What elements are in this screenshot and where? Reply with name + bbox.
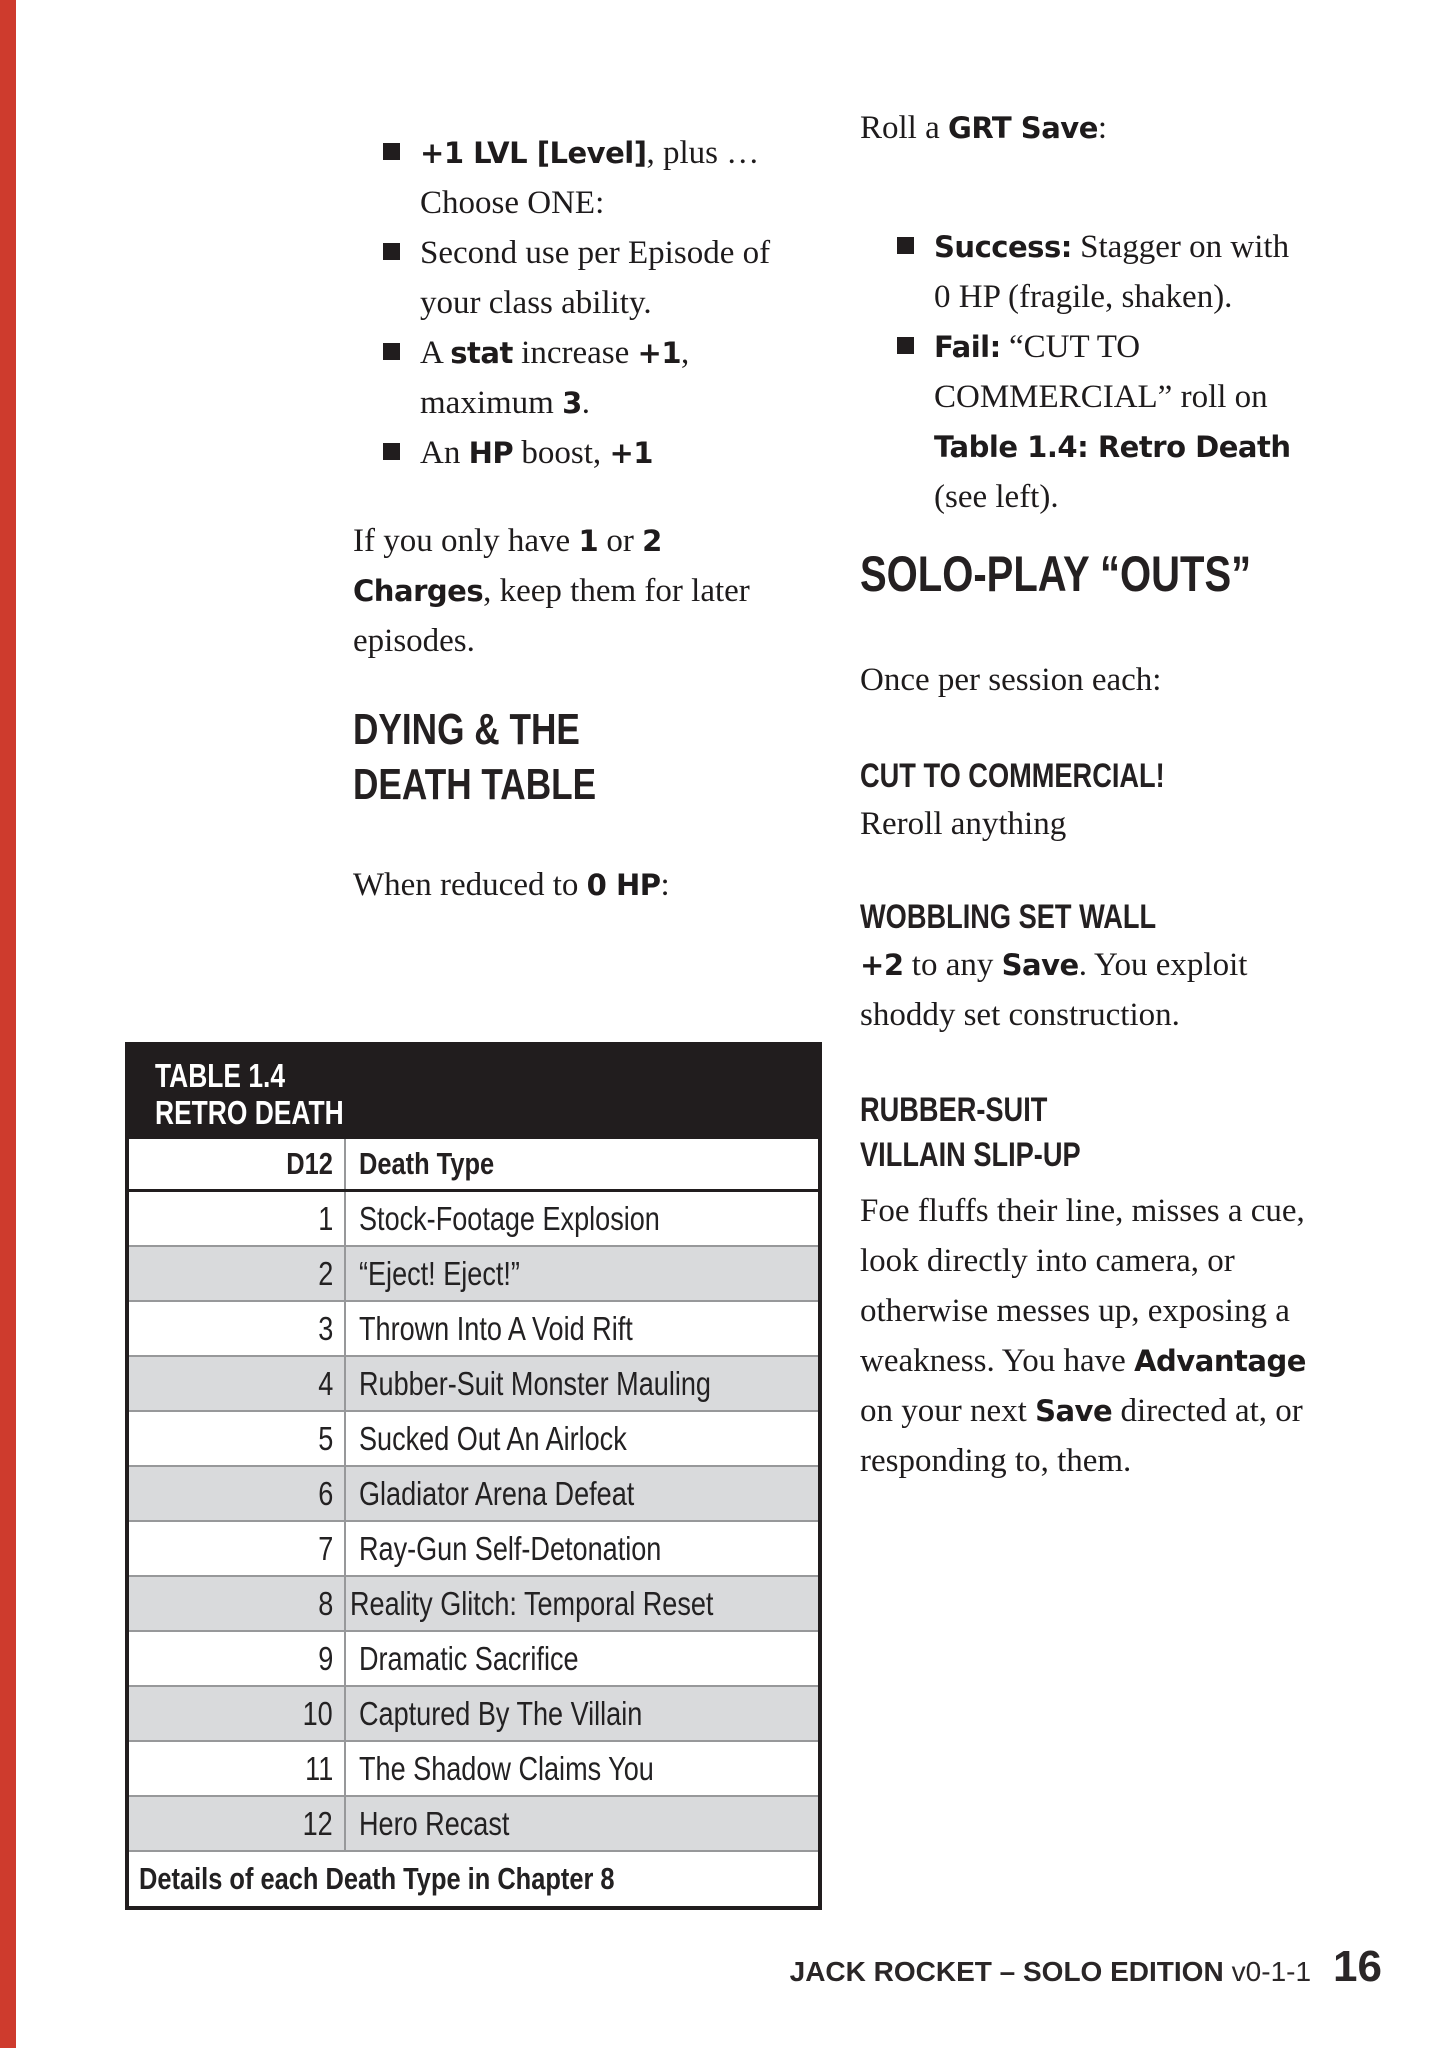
page-number: 16 bbox=[1333, 1942, 1382, 1991]
die-value: 6 bbox=[317, 1474, 333, 1512]
table-row bbox=[129, 1192, 818, 1245]
charges-note-paragraph: If you only have 1 or 2 Charges, keep them for later episodes. bbox=[353, 523, 750, 659]
bullet-text: An HP boost, +1 bbox=[420, 435, 653, 471]
table-row bbox=[129, 1740, 818, 1795]
death-type-value: “Eject! Eject!” bbox=[359, 1254, 520, 1292]
section-heading: WOBBLING SET WALL bbox=[860, 898, 1157, 936]
solo-play-outs-heading: SOLO-PLAY “OUTS” bbox=[860, 546, 1252, 602]
bullet-text: Success: Stagger on with 0 HP (fragile, shaken). bbox=[934, 229, 1290, 315]
bullet-square-icon bbox=[897, 337, 914, 354]
roll-grt-save-line: Roll a GRT Save: bbox=[860, 110, 1108, 146]
list-item bbox=[383, 328, 770, 428]
section-heading: RUBBER-SUIT bbox=[860, 1091, 1048, 1129]
die-value: 11 bbox=[304, 1749, 333, 1787]
die-value: 5 bbox=[317, 1419, 333, 1457]
bullet-text: A stat increase +1, maximum 3. bbox=[420, 335, 690, 421]
list-item bbox=[383, 228, 770, 328]
table-title-bar bbox=[129, 1046, 818, 1139]
page-edge-stripe bbox=[0, 0, 16, 2048]
table-header-row bbox=[129, 1139, 818, 1192]
bullet-text: Second use per Episode of your class ability. bbox=[420, 235, 771, 321]
death-type-value: The Shadow Claims You bbox=[359, 1749, 654, 1787]
death-type-value: Stock-Footage Explosion bbox=[359, 1199, 660, 1237]
level-up-bullet-list bbox=[383, 128, 770, 478]
table-row bbox=[129, 1355, 818, 1410]
dying-death-table-heading bbox=[353, 702, 596, 812]
death-type-value: Gladiator Arena Defeat bbox=[359, 1474, 635, 1512]
die-value: 8 bbox=[317, 1584, 333, 1622]
table-row bbox=[129, 1520, 818, 1575]
death-type-value: Dramatic Sacrifice bbox=[359, 1639, 579, 1677]
table-row bbox=[129, 1465, 818, 1520]
bullet-text: +1 LVL [Level], plus … Choose ONE: bbox=[420, 135, 760, 221]
death-type-value: Rubber-Suit Monster Mauling bbox=[359, 1364, 711, 1402]
bullet-square-icon bbox=[383, 143, 400, 160]
death-type-value: Captured By The Villain bbox=[359, 1694, 643, 1732]
table-number: TABLE 1.4 bbox=[155, 1057, 286, 1094]
once-per-session-line: Once per session each: bbox=[860, 662, 1162, 698]
death-type-value: Thrown Into A Void Rift bbox=[359, 1309, 633, 1347]
bullet-square-icon bbox=[383, 343, 400, 360]
die-value: 10 bbox=[302, 1694, 333, 1732]
die-value: 7 bbox=[317, 1529, 333, 1567]
death-type-value: Reality Glitch: Temporal Reset bbox=[350, 1584, 714, 1622]
retro-death-table bbox=[125, 1042, 822, 1910]
section-wobbling-set-wall bbox=[860, 895, 1247, 1040]
bullet-square-icon bbox=[897, 237, 914, 254]
die-value: 9 bbox=[317, 1639, 333, 1677]
bullet-text: Fail: “CUT TO COMMERCIAL” roll on Table 1.4: Retro Death (see left). bbox=[934, 329, 1291, 515]
table-row bbox=[129, 1630, 818, 1685]
section-body: Foe fluffs their line, misses a cue, look directly into camera, or otherwise messes up, exposing a weakness. You have Advantage on your next Save directed at, or responding to, them. bbox=[860, 1193, 1306, 1479]
section-heading: VILLAIN SLIP-UP bbox=[860, 1136, 1081, 1174]
die-value: 12 bbox=[302, 1804, 333, 1842]
table-footer-note: Details of each Death Type in Chapter 8 bbox=[129, 1850, 818, 1906]
bullet-square-icon bbox=[383, 443, 400, 460]
table-row bbox=[129, 1795, 818, 1850]
version-label: v0-1-1 bbox=[1231, 1956, 1312, 1987]
table-row bbox=[129, 1410, 818, 1465]
reduced-to-zero-hp-line: When reduced to 0 HP: bbox=[353, 867, 670, 903]
section-heading: CUT TO COMMERCIAL! bbox=[860, 757, 1165, 795]
heading-line: DYING & THE bbox=[353, 705, 580, 754]
die-value: 3 bbox=[317, 1309, 333, 1347]
book-title: JACK ROCKET – SOLO EDITION bbox=[789, 1956, 1224, 1987]
list-item bbox=[383, 428, 770, 478]
column-header-d12: D12 bbox=[286, 1146, 333, 1181]
page-footer bbox=[790, 1942, 1382, 1992]
die-value: 2 bbox=[317, 1254, 333, 1292]
bullet-square-icon bbox=[383, 243, 400, 260]
death-type-value: Ray-Gun Self-Detonation bbox=[359, 1529, 662, 1567]
table-row bbox=[129, 1685, 818, 1740]
section-body: +2 to any Save. You exploit shoddy set construction. bbox=[860, 947, 1248, 1033]
table-row bbox=[129, 1245, 818, 1300]
die-value: 4 bbox=[317, 1364, 333, 1402]
section-cut-to-commercial bbox=[860, 754, 1241, 849]
section-rubber-suit-villain-slip-up bbox=[860, 1088, 1306, 1486]
column-header-death-type: Death Type bbox=[359, 1146, 495, 1181]
section-body: Reroll anything bbox=[860, 806, 1067, 842]
list-item bbox=[383, 128, 770, 228]
list-item bbox=[897, 222, 1291, 322]
death-type-value: Sucked Out An Airlock bbox=[359, 1419, 627, 1457]
table-row bbox=[129, 1575, 818, 1630]
die-value: 1 bbox=[317, 1199, 333, 1237]
table-title: RETRO DEATH bbox=[155, 1094, 344, 1131]
death-type-value: Hero Recast bbox=[359, 1804, 510, 1842]
heading-line: DEATH TABLE bbox=[353, 760, 597, 809]
table-row bbox=[129, 1300, 818, 1355]
list-item bbox=[897, 322, 1291, 522]
save-results-bullet-list bbox=[897, 222, 1291, 522]
